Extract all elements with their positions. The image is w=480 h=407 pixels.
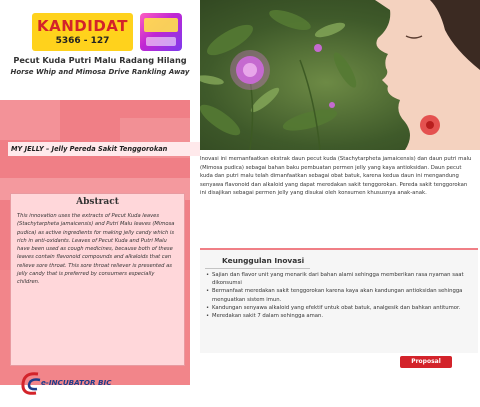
- proposal-tag: Proposal: [400, 356, 452, 368]
- candidate-badge: [32, 13, 133, 51]
- footer-logo: [18, 368, 138, 398]
- advantages-section: [200, 248, 478, 353]
- list-item: • Meredakan sakit 7 dalam sehingga aman.: [206, 312, 474, 320]
- sponsor-logo-icon: [140, 13, 182, 51]
- page-subtitle: Horse Whip and Mimosa Drive Rankling Away: [10, 68, 190, 76]
- badge-name: KANDIDAT: [37, 17, 128, 35]
- abstract-text: This innovation uses the extracts of Pecut Kuda leaves (Stachytarpheta jamaicensis) and Putri Malu leaves (Mimosa pudica) as active ingredients for making jelly candy which is rich in anti-oxidants. Leaves of Pecut Kuda and Putri Malu have been used as cough medicines, because both of these leaves contain flavonoid compounds and alkaloids that can relieve sore throat. This sore throat reliever is presented as jelly candy that is preferred by consumers especially children.: [17, 213, 175, 286]
- abstract-heading: Abstract: [76, 197, 119, 207]
- list-item: • Bermanfaat meredakan sakit tenggorokan karena kaya akan kandungan antioksidan sehingga menguatkan sistem imun.: [206, 287, 474, 303]
- decorative-block: [0, 100, 60, 140]
- badge-code: 5366 - 127: [55, 36, 110, 46]
- list-item: • Kandungan senyawa alkaloid yang efektif untuk obat batuk, analgesik dan bahkan antitumor.: [206, 304, 474, 312]
- mimosa-flower-photo: [200, 0, 480, 150]
- advantages-heading: Keunggulan Inovasi: [222, 256, 305, 265]
- list-item: • Sajian dan flavor unit yang menarik dari bahan alami sehingga memberikan rasa nyaman saat dikonsumsi: [206, 271, 474, 287]
- abstract-section: [10, 193, 185, 366]
- photo-illustration: [200, 0, 480, 150]
- divider: [205, 268, 310, 269]
- page-title: Pecut Kuda Putri Malu Radang Hilang: [13, 55, 187, 65]
- advantages-list: [206, 271, 474, 320]
- product-title: MY JELLY – Jelly Pereda Sakit Tenggorokan: [8, 142, 200, 156]
- footer-logo-text: e-INCUBATOR BIC: [41, 378, 112, 387]
- innovation-description: Inovasi ini memanfaatkan ekstrak daun pecut kuda (Stachytarpheta jamaicensis) dan daun putri malu (Mimosa pudica) sebagai bahan baku pembuatan permen jelly yang kaya antioksidan. Daun pecut kuda dan putri malu telah dimanfaatkan sebagai obat batuk, karena kedua daun ini mengandung senyawa flavonoid dan alkaloid yang dapat meredakan sakit tenggorokan. Pereda sakit tenggorokan ini disajikan sebagai permen jelly yang disukai oleh konsumen khususnya anak-anak.: [200, 156, 472, 197]
